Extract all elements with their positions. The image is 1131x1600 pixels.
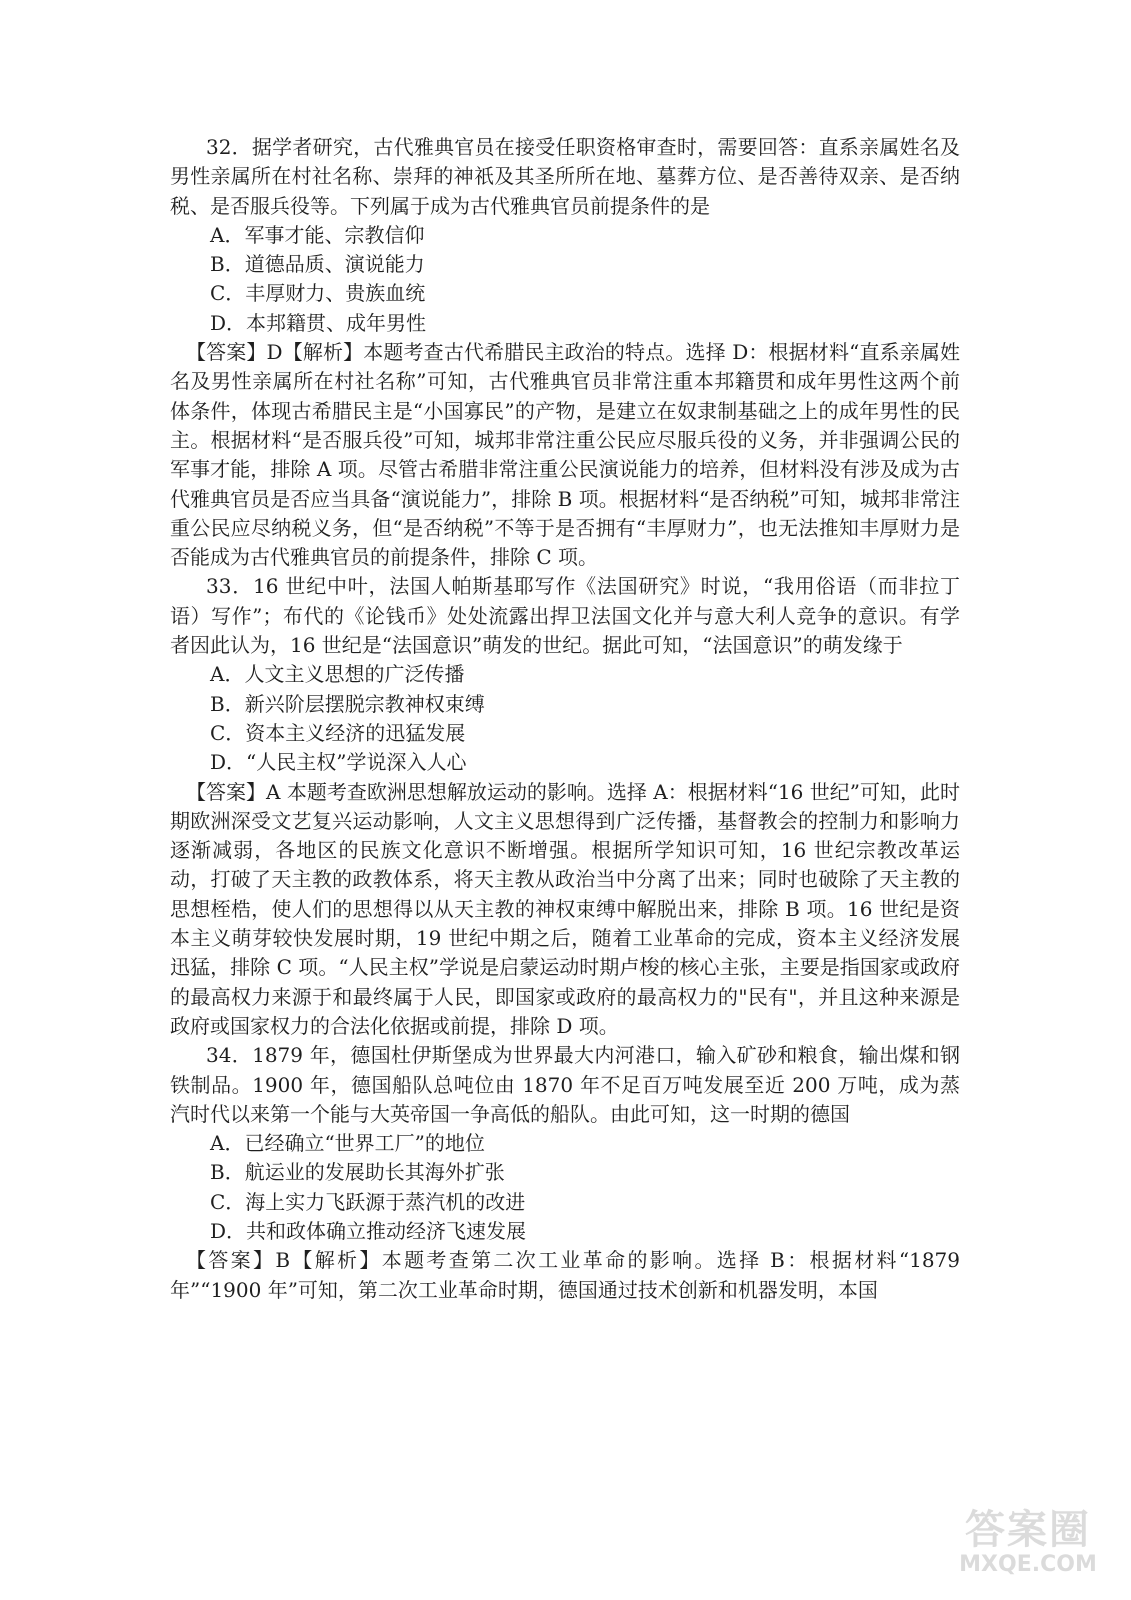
option-b: B．新兴阶层摆脱宗教神权束缚 [210,691,485,716]
question-34 [170,1041,960,1305]
option-d: D．“人民主权”学说深入人心 [210,750,467,775]
option-list [170,660,960,777]
question-stem: 32．据学者研究，古代雅典官员在接受任职资格审查时，需要回答：直系亲属姓名及男性亲属所在村社名称、崇拜的神祇及其圣所所在地、墓葬方位、是否善待双亲、是否纳税、是否服兵役等。下列属于成为古代雅典官员前提条件的是 [170,135,960,218]
option-b: B．航运业的发展助长其海外扩张 [210,1160,505,1185]
question-33 [170,572,960,1041]
answer-explanation: 【答案】B【解析】本题考查第二次工业革命的影响。选择 B：根据材料“1879年”“1900 年”可知，第二次工业革命时期，德国通过技术创新和机器发明，本国 [170,1248,960,1302]
watermark-bottom-text: MXQE.COM [959,1552,1097,1577]
option-c: C．资本主义经济的迅猛发展 [210,720,466,745]
option-c: C．海上实力飞跃源于蒸汽机的改进 [210,1189,526,1214]
option-c: C．丰厚财力、贵族血统 [210,281,426,306]
option-d: D．本邦籍贯、成年男性 [210,310,427,335]
option-b: B．道德品质、演说能力 [210,252,425,277]
option-a: A．已经确立“世界工厂”的地位 [210,1131,485,1156]
watermark-logo [953,1508,1103,1588]
question-stem: 34．1879 年，德国杜伊斯堡成为世界最大内河港口，输入矿砂和粮食，输出煤和钢铁制品。1900 年，德国船队总吨位由 1870 年不足百万吨发展至近 200 万吨，成为蒸汽时代以来第一个能与大英帝国一争高低的船队。由此可知，这一时期的德国 [170,1043,960,1126]
option-d: D．共和政体确立推动经济飞速发展 [210,1218,527,1243]
option-a: A．军事才能、宗教信仰 [210,222,425,247]
question-32 [170,133,960,572]
answer-explanation: 【答案】D【解析】本题考查古代希腊民主政治的特点。选择 D：根据材料“直系亲属姓名及男性亲属所在村社名称”可知，古代雅典官员非常注重本邦籍贯和成年男性这两个前体条件，体现古希腊民主是“小国寡民”的产物，是建立在奴隶制基础之上的成年男性的民主。根据材料“是否服兵役”可知，城邦非常注重公民应尽服兵役的义务，并非强调公民的军事才能，排除 A 项。尽管古希腊非常注重公民演说能力的培养，但材料没有涉及成为古代雅典官员是否应当具备“演说能力”，排除 B 项。根据材料“是否纳税”可知，城邦非常注重公民应尽纳税义务，但“是否纳税”不等于是否拥有“丰厚财力”，也无法推知丰厚财力是否能成为古代雅典官员的前提条件，排除 C 项。 [170,340,960,570]
document-page [170,133,960,1305]
watermark-top-text: 答案圈 [965,1507,1091,1553]
question-stem: 33．16 世纪中叶，法国人帕斯基耶写作《法国研究》时说，“我用俗语（而非拉丁语）写作”；布代的《论钱币》处处流露出捍卫法国文化并与意大利人竞争的意识。有学者因此认为，16 世纪是“法国意识”萌发的世纪。据此可知，“法国意识”的萌发缘于 [170,574,960,658]
option-list [170,221,960,338]
option-list [170,1129,960,1246]
option-a: A．人文主义思想的广泛传播 [210,662,465,687]
answer-explanation: 【答案】A 本题考查欧洲思想解放运动的影响。选择 A：根据材料“16 世纪”可知，此时期欧洲深受文艺复兴运动影响，人文主义思想得到广泛传播，基督教会的控制力和影响力逐渐减弱，各地区的民族文化意识不断增强。根据所学知识可知，16 世纪宗教改革运动，打破了天主教的政教体系，将天主教从政治当中分离了出来；同时也破除了天主教的思想桎梏，使人们的思想得以从天主教的神权束缚中解脱出来，排除 B 项。16 世纪是资本主义萌芽较快发展时期，19 世纪中期之后，随着工业革命的完成，资本主义经济发展迅猛，排除 C 项。“人民主权”学说是启蒙运动时期卢梭的核心主张，主要是指国家或政府的最高权力来源于和最终属于人民，即国家或政府的最高权力的"民有"，并且这种来源是政府或国家权力的合法化依据或前提，排除 D 项。 [170,779,960,1038]
